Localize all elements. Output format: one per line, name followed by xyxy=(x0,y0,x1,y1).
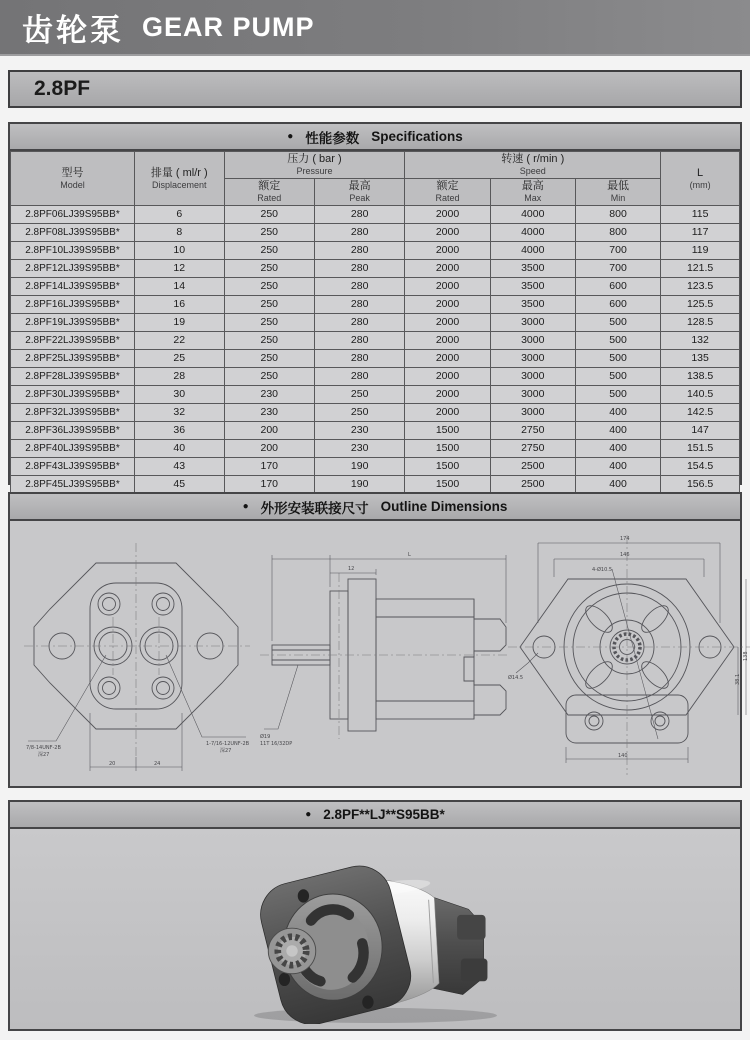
col-header-pressure: 压力 ( bar ) Pressure xyxy=(224,152,405,179)
outline-header xyxy=(10,494,740,521)
page-banner xyxy=(0,0,750,56)
value-cell: 230 xyxy=(224,404,314,422)
value-cell: 147 xyxy=(661,422,740,440)
model-cell: 2.8PF32LJ39S95BB* xyxy=(11,404,135,422)
col-header-speed-rated: 额定 Rated xyxy=(405,179,490,206)
dim-foot-width: 140 xyxy=(618,753,628,759)
drawing-area xyxy=(10,521,749,786)
value-cell: 2000 xyxy=(405,404,490,422)
value-cell: 4000 xyxy=(490,242,575,260)
value-cell: 2000 xyxy=(405,260,490,278)
value-cell: 3500 xyxy=(490,260,575,278)
value-cell: 250 xyxy=(224,296,314,314)
value-cell: 250 xyxy=(224,350,314,368)
specifications-section xyxy=(8,122,742,490)
model-cell: 2.8PF43LJ39S95BB* xyxy=(11,458,135,476)
value-cell: 125.5 xyxy=(661,296,740,314)
value-cell: 230 xyxy=(314,422,404,440)
outline-section xyxy=(8,492,749,788)
value-cell: 2000 xyxy=(405,332,490,350)
table-row xyxy=(11,206,740,224)
table-row xyxy=(11,440,740,458)
value-cell: 2000 xyxy=(405,242,490,260)
col-header-model: 型号 Model xyxy=(11,152,135,206)
table-row xyxy=(11,332,740,350)
photo-area xyxy=(10,829,740,1029)
value-cell: 3000 xyxy=(490,368,575,386)
value-cell: 500 xyxy=(575,314,660,332)
value-cell: 1500 xyxy=(405,458,490,476)
dim-port-b: 24 xyxy=(154,761,161,767)
value-cell: 14 xyxy=(134,278,224,296)
model-cell: 2.8PF36LJ39S95BB* xyxy=(11,422,135,440)
col-header-displacement: 排量 ( ml/r ) Displacement xyxy=(134,152,224,206)
table-row xyxy=(11,422,740,440)
value-cell: 3000 xyxy=(490,386,575,404)
value-cell: 156.5 xyxy=(661,476,740,494)
value-cell: 250 xyxy=(224,206,314,224)
value-cell: 250 xyxy=(314,386,404,404)
value-cell: 2000 xyxy=(405,386,490,404)
value-cell: 170 xyxy=(224,476,314,494)
value-cell: 200 xyxy=(224,422,314,440)
value-cell: 3000 xyxy=(490,332,575,350)
value-cell: 45 xyxy=(134,476,224,494)
value-cell: 400 xyxy=(575,458,660,476)
value-cell: 1500 xyxy=(405,476,490,494)
photo-section xyxy=(8,800,742,1031)
value-cell: 400 xyxy=(575,422,660,440)
value-cell: 280 xyxy=(314,314,404,332)
table-row xyxy=(11,458,740,476)
table-row xyxy=(11,296,740,314)
specifications-title-cn: 性能参数 xyxy=(305,130,360,146)
value-cell: 1500 xyxy=(405,440,490,458)
value-cell: 230 xyxy=(314,440,404,458)
value-cell: 280 xyxy=(314,296,404,314)
value-cell: 250 xyxy=(224,314,314,332)
value-cell: 600 xyxy=(575,278,660,296)
value-cell: 140.5 xyxy=(661,386,740,404)
specifications-title-en: Specifications xyxy=(371,129,463,144)
value-cell: 28 xyxy=(134,368,224,386)
dim-right-2: 138 xyxy=(743,651,749,661)
model-cell: 2.8PF06LJ39S95BB* xyxy=(11,206,135,224)
value-cell: 2000 xyxy=(405,296,490,314)
value-cell: 40 xyxy=(134,440,224,458)
rear-view-drawing xyxy=(508,527,750,779)
value-cell: 123.5 xyxy=(661,278,740,296)
banner-title-cn: 齿轮泵 xyxy=(22,12,124,48)
model-series-bar xyxy=(8,70,742,108)
value-cell: 2000 xyxy=(405,314,490,332)
value-cell: 500 xyxy=(575,386,660,404)
value-cell: 280 xyxy=(314,332,404,350)
value-cell: 500 xyxy=(575,350,660,368)
value-cell: 115 xyxy=(661,206,740,224)
table-row xyxy=(11,242,740,260)
table-row xyxy=(11,368,740,386)
bullet-icon: ● xyxy=(305,809,312,820)
table-row xyxy=(11,314,740,332)
value-cell: 500 xyxy=(575,368,660,386)
outline-title-cn: 外形安装联接尺寸 xyxy=(260,500,369,516)
value-cell: 142.5 xyxy=(661,404,740,422)
value-cell: 8 xyxy=(134,224,224,242)
col-header-length: L (mm) xyxy=(661,152,740,206)
value-cell: 2000 xyxy=(405,206,490,224)
model-cell: 2.8PF30LJ39S95BB* xyxy=(11,386,135,404)
value-cell: 4000 xyxy=(490,224,575,242)
value-cell: 400 xyxy=(575,476,660,494)
value-cell: 3500 xyxy=(490,278,575,296)
value-cell: 250 xyxy=(224,278,314,296)
dim-length: L xyxy=(408,552,411,558)
value-cell: 12 xyxy=(134,260,224,278)
value-cell: 2500 xyxy=(490,476,575,494)
value-cell: 190 xyxy=(314,458,404,476)
value-cell: 700 xyxy=(575,242,660,260)
value-cell: 135 xyxy=(661,350,740,368)
value-cell: 250 xyxy=(224,260,314,278)
model-cell: 2.8PF08LJ39S95BB* xyxy=(11,224,135,242)
value-cell: 3000 xyxy=(490,314,575,332)
value-cell: 2500 xyxy=(490,458,575,476)
value-cell: 3500 xyxy=(490,296,575,314)
value-cell: 128.5 xyxy=(661,314,740,332)
dim-overall-width: 174 xyxy=(620,536,630,542)
model-cell: 2.8PF12LJ39S95BB* xyxy=(11,260,135,278)
spec-table xyxy=(10,151,740,494)
value-cell: 250 xyxy=(314,404,404,422)
value-cell: 200 xyxy=(224,440,314,458)
value-cell: 6 xyxy=(134,206,224,224)
value-cell: 25 xyxy=(134,350,224,368)
port-callout-left: 7/8-14UNF-2B xyxy=(26,745,61,751)
value-cell: 138.5 xyxy=(661,368,740,386)
shaft-dia-callout: Ø19 xyxy=(260,734,271,740)
value-cell: 43 xyxy=(134,458,224,476)
value-cell: 280 xyxy=(314,350,404,368)
col-header-pressure-peak: 最高 Peak xyxy=(314,179,404,206)
value-cell: 400 xyxy=(575,404,660,422)
value-cell: 154.5 xyxy=(661,458,740,476)
value-cell: 3000 xyxy=(490,404,575,422)
table-row xyxy=(11,260,740,278)
value-cell: 230 xyxy=(224,386,314,404)
model-cell: 2.8PF10LJ39S95BB* xyxy=(11,242,135,260)
value-cell: 280 xyxy=(314,242,404,260)
value-cell: 2000 xyxy=(405,278,490,296)
value-cell: 2000 xyxy=(405,350,490,368)
value-cell: 132 xyxy=(661,332,740,350)
shaft-spline-callout: 11T 16/32DP xyxy=(260,741,293,747)
table-row xyxy=(11,224,740,242)
port-callout-left-depth: 深27 xyxy=(38,752,50,758)
dim-right-1: 38.1 xyxy=(735,673,741,685)
specifications-header xyxy=(10,124,740,151)
value-cell: 250 xyxy=(224,224,314,242)
value-cell: 1500 xyxy=(405,422,490,440)
value-cell: 2750 xyxy=(490,422,575,440)
value-cell: 119 xyxy=(661,242,740,260)
value-cell: 800 xyxy=(575,206,660,224)
port-callout-right: 1-7/16-12UNF-2B xyxy=(206,741,250,747)
model-cell: 2.8PF45LJ39S95BB* xyxy=(11,476,135,494)
value-cell: 2000 xyxy=(405,368,490,386)
col-header-speed-min: 最低 Min xyxy=(575,179,660,206)
value-cell: 22 xyxy=(134,332,224,350)
table-row xyxy=(11,278,740,296)
model-cell: 2.8PF40LJ39S95BB* xyxy=(11,440,135,458)
dim-flange-thickness: 12 xyxy=(348,566,355,572)
photo-header xyxy=(10,802,740,829)
value-cell: 3000 xyxy=(490,350,575,368)
model-cell: 2.8PF28LJ39S95BB* xyxy=(11,368,135,386)
table-row xyxy=(11,476,740,494)
outline-title-en: Outline Dimensions xyxy=(380,499,508,514)
model-cell: 2.8PF14LJ39S95BB* xyxy=(11,278,135,296)
pilot-callout: Ø14.5 xyxy=(508,675,524,681)
product-photo xyxy=(228,839,523,1024)
bolt-holes-callout: 4-Ø10.5 xyxy=(592,567,613,573)
value-cell: 400 xyxy=(575,440,660,458)
value-cell: 2750 xyxy=(490,440,575,458)
table-row xyxy=(11,350,740,368)
value-cell: 280 xyxy=(314,278,404,296)
value-cell: 170 xyxy=(224,458,314,476)
spec-table-body xyxy=(11,206,740,494)
dim-port-a: 20 xyxy=(109,761,116,767)
model-cell: 2.8PF22LJ39S95BB* xyxy=(11,332,135,350)
model-cell: 2.8PF16LJ39S95BB* xyxy=(11,296,135,314)
side-view-drawing xyxy=(258,533,510,777)
value-cell: 800 xyxy=(575,224,660,242)
value-cell: 280 xyxy=(314,206,404,224)
value-cell: 280 xyxy=(314,224,404,242)
value-cell: 4000 xyxy=(490,206,575,224)
value-cell: 600 xyxy=(575,296,660,314)
value-cell: 19 xyxy=(134,314,224,332)
col-header-speed: 转速 ( r/min ) Speed xyxy=(405,152,661,179)
col-header-speed-max: 最高 Max xyxy=(490,179,575,206)
dim-bolt-span: 146 xyxy=(620,552,630,558)
model-cell: 2.8PF25LJ39S95BB* xyxy=(11,350,135,368)
value-cell: 190 xyxy=(314,476,404,494)
value-cell: 700 xyxy=(575,260,660,278)
bullet-icon: ● xyxy=(287,131,294,142)
value-cell: 117 xyxy=(661,224,740,242)
value-cell: 36 xyxy=(134,422,224,440)
model-series-label: 2.8PF xyxy=(34,77,91,100)
value-cell: 280 xyxy=(314,260,404,278)
model-cell: 2.8PF19LJ39S95BB* xyxy=(11,314,135,332)
value-cell: 280 xyxy=(314,368,404,386)
table-row xyxy=(11,386,740,404)
value-cell: 250 xyxy=(224,368,314,386)
value-cell: 250 xyxy=(224,242,314,260)
value-cell: 500 xyxy=(575,332,660,350)
table-row xyxy=(11,404,740,422)
value-cell: 121.5 xyxy=(661,260,740,278)
col-header-pressure-rated: 额定 Rated xyxy=(224,179,314,206)
bullet-icon: ● xyxy=(242,501,249,512)
value-cell: 30 xyxy=(134,386,224,404)
value-cell: 32 xyxy=(134,404,224,422)
value-cell: 2000 xyxy=(405,224,490,242)
value-cell: 10 xyxy=(134,242,224,260)
banner-title-en: GEAR PUMP xyxy=(142,11,315,42)
photo-title: 2.8PF**LJ**S95BB* xyxy=(323,807,445,822)
port-callout-right-depth: 深27 xyxy=(220,748,232,754)
value-cell: 16 xyxy=(134,296,224,314)
value-cell: 151.5 xyxy=(661,440,740,458)
front-view-drawing xyxy=(24,529,250,779)
value-cell: 250 xyxy=(224,332,314,350)
